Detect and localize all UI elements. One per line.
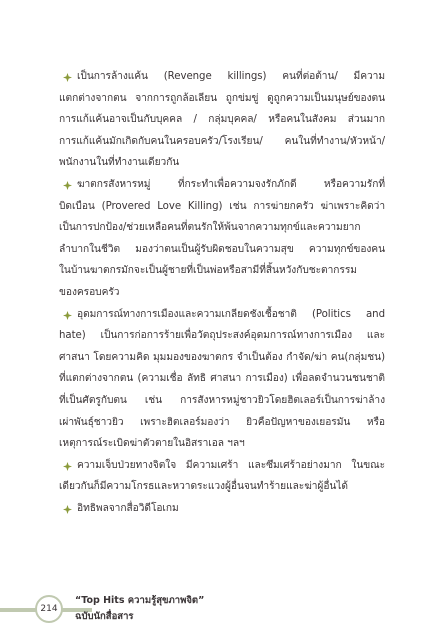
page-number: 214 [40,604,58,614]
paragraph-text: อุดมการณ์ทางการเมืองและความเกลียดชังเชื้อชาติ (Politics and [77,308,385,320]
paragraph-text: อิทธิพลจากสื่อวิดีโอเกม [77,502,179,514]
paragraph-line: เหตุการณ์ระเบิดฆ่าตัวตายในอิสราเอล ฯลฯ [59,438,245,450]
paragraph-revenge [59,66,385,174]
paragraph-line: ศาสนา โดยความคิด มุมมองของฆาตกร จำเป็นต้อง กำจัด/ฆ่า คน(กลุ่มชน) [59,351,385,363]
page-number-badge [35,595,63,623]
paragraph-line: ของครอบครัว [59,286,120,298]
footer-book-subtitle: ฉบับนักสื่อสาร [75,611,134,622]
paragraph-text: ความเจ็บป่วยทางจิตใจ มีความเศร้า และซึมเศร้าอย่างมาก ในขณะ [77,459,385,471]
paragraph-line: ลำบากในชีวิต มองว่าตนเป็นผู้รับผิดชอบในความสุข ความทุกข์ของคน [59,243,385,255]
diamond-bullet-icon [63,181,72,190]
paragraph-line [59,455,385,477]
paragraph-line: เป็นการปกป้อง/ช่วยเหลือคนที่ตนรักให้พ้นจากความทุกข์และความยาก [59,222,361,234]
paragraph-line [59,304,385,326]
document-body [59,66,385,519]
diamond-bullet-icon [63,311,72,320]
diamond-bullet-icon [63,462,72,471]
paragraph-mental-illness [59,455,385,498]
paragraph-line: การแก้แค้นมักเกิดกับคนในครอบครัว/โรงเรียน/ คนในที่ทำงาน/หัวหน้า/ [59,135,385,147]
footer-book-title: “Top Hits ความรู้สุขภาพจิต” [75,595,205,606]
paragraph-line: เดียวกันก็มีความโกรธและหวาดระแวงผู้อื่นจนทำร้ายและฆ่าผู้อื่นได้ [59,481,348,493]
paragraph-text: ฆาตกรสังหารหมู่ ที่กระทำเพื่อความจงรักภักดี หรือความรักที่ [77,178,385,190]
paragraph-love-killing [59,174,385,304]
diamond-bullet-icon [63,505,72,514]
paragraph-line: บิดเบือน (Provered Love Killing) เช่น การฆ่ายกครัว ฆ่าเพราะคิดว่า [59,200,385,212]
paragraph-text: เป็นการล้างแค้น (Revenge killings) คนที่ต่อต้าน/ มีความ [77,71,385,82]
diamond-bullet-icon [63,73,72,82]
paragraph-line: ที่แตกต่างจากตน (ความเชื่อ ลัทธิ ศาสนา การเมือง) เพื่อลดจำนวนชนชาติ [59,373,385,385]
paragraph-line [59,66,385,88]
page-footer [0,588,441,640]
paragraph-line: การแก้แค้นอาจเป็นกับบุคคล / กลุ่มบุคคล/ หรือคนในสังคม ส่วนมาก [59,114,385,126]
paragraph-line: ที่เป็นศัตรูกับตน เช่น การสังหารหมู่ชาวยิวโดยฮิตเลอร์เป็นการฆ่าล้าง [59,394,385,406]
paragraph-line: ในบ้านฆาตกรมักจะเป็นผู้ชายที่เป็นพ่อหรือสามีที่สิ้นหวังกับชะตากรรม [59,265,357,277]
paragraph-line: แตกต่างจากตน จากการถูกล้อเลียน ถูกข่มขู่ ดูถูกความเป็นมนุษย์ของตน [59,92,385,104]
paragraph-line: hate) เป็นการก่อการร้ายเพื่อวัตถุประสงค์อุดมการณ์ทางการเมือง และ [59,330,385,342]
paragraph-line: เผ่าพันธุ์ชาวยิว เพราะฮิตเลอร์มองว่า ยิวคือปัญหาของเยอรมัน หรือ [59,416,385,428]
paragraph-politics-hate [59,304,385,455]
paragraph-line [59,498,385,520]
paragraph-line: พนักงานในที่ทำงานเดียวกัน [59,157,180,169]
paragraph-line [59,174,385,196]
paragraph-video-games [59,498,385,520]
